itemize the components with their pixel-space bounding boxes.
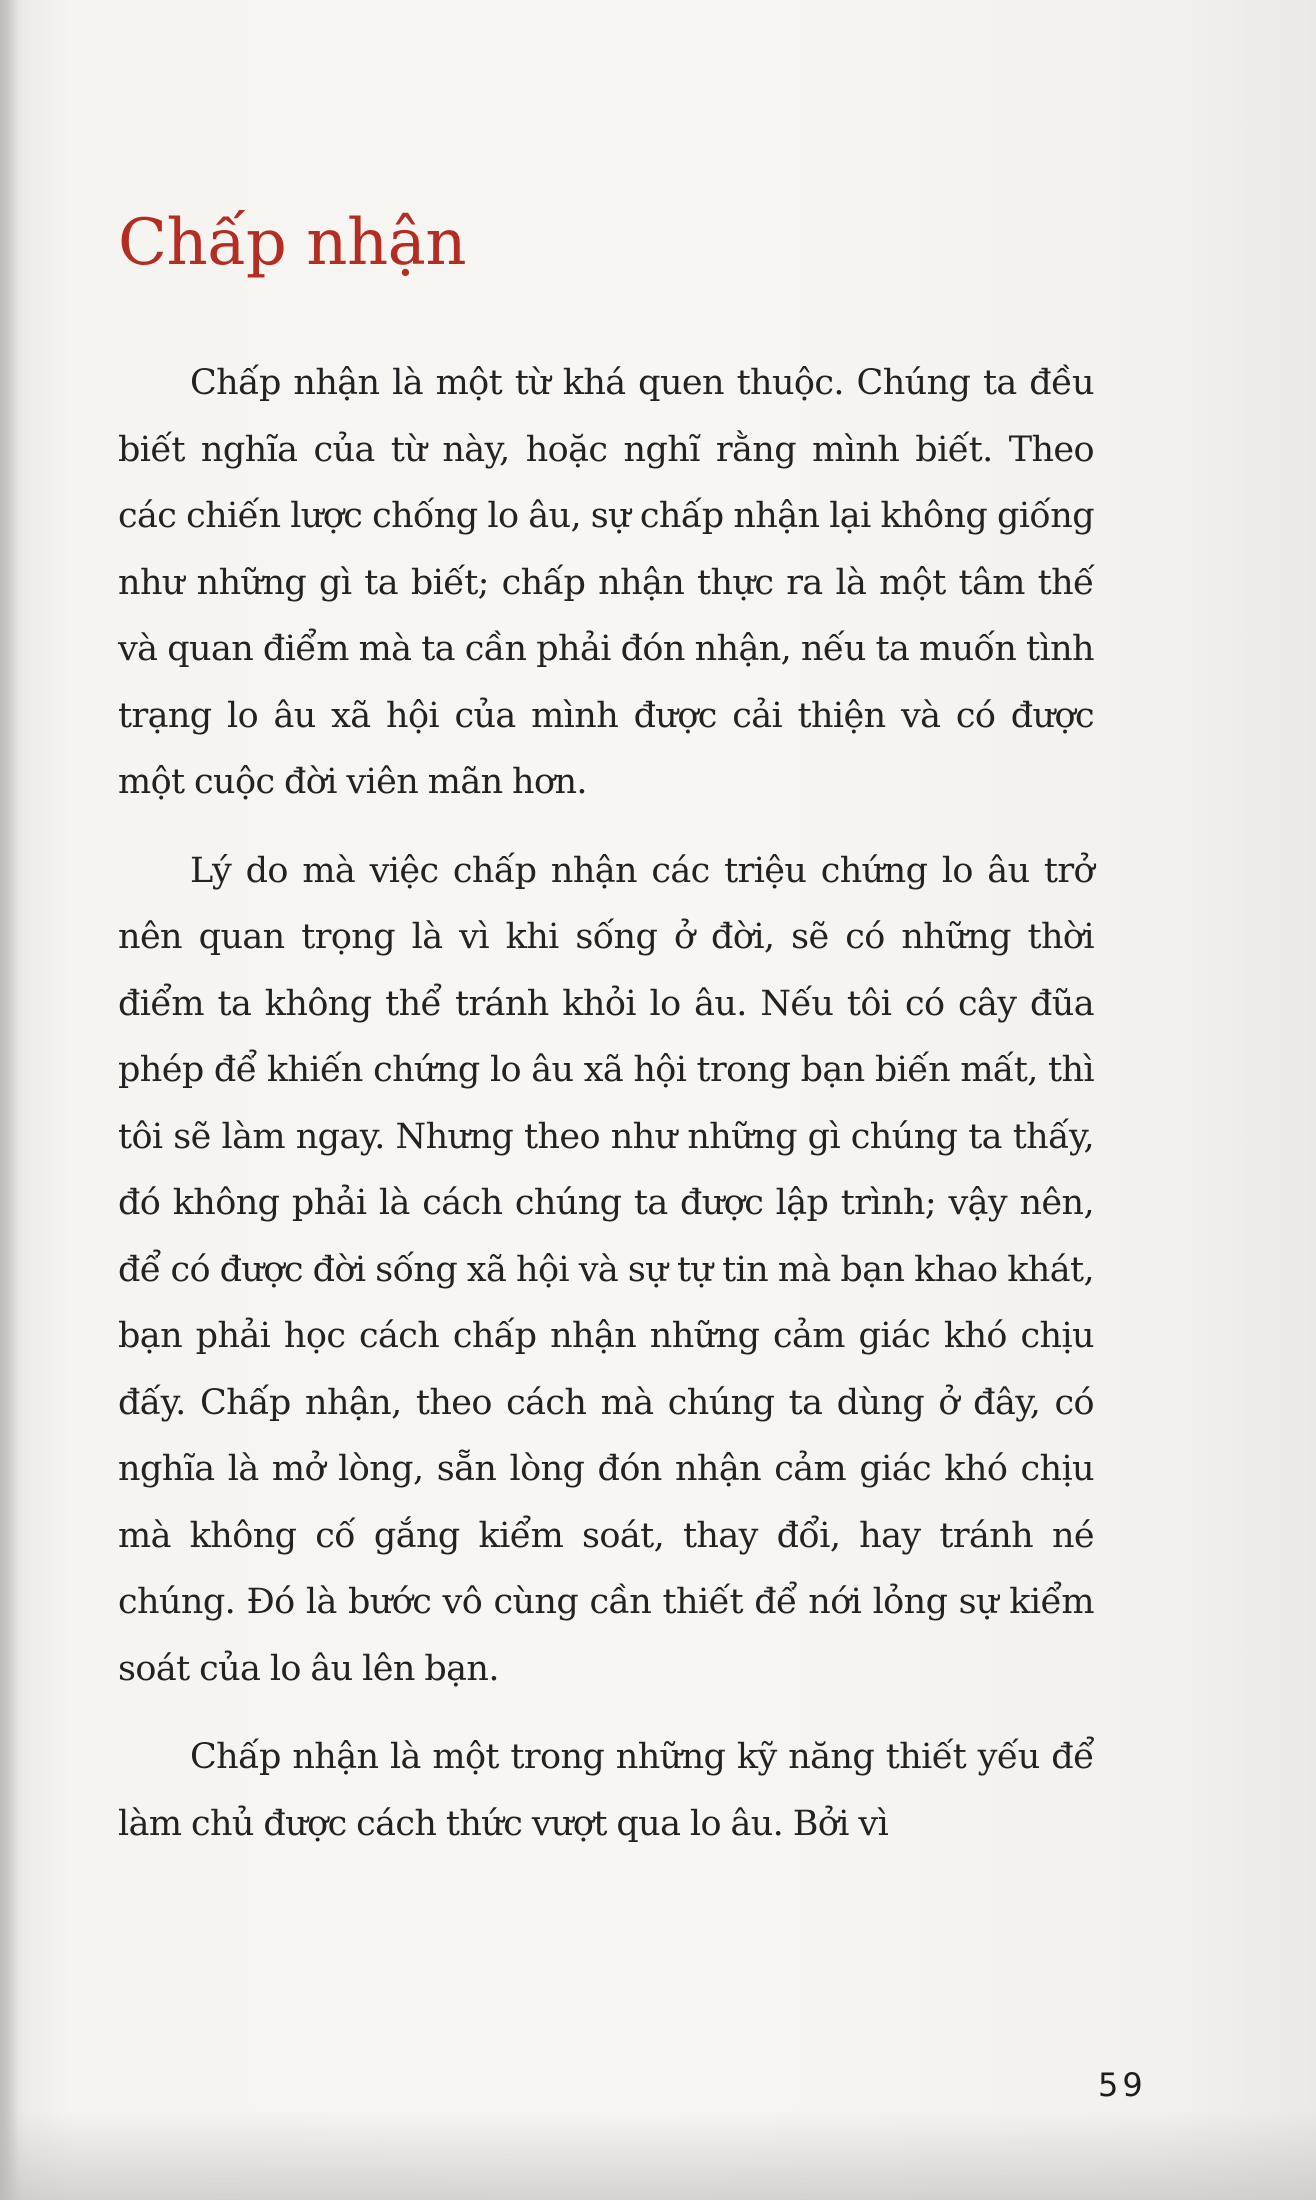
page-number: 59 [1098,2066,1147,2104]
paragraph-2: Lý do mà việc chấp nhận các triệu chứng lo âu trở nên quan trọng là vì khi sống ở đời, sẽ có những thời điểm ta không thể tránh khỏi lo âu. Nếu tôi có cây đũa phép để khiến chứng lo âu xã hội trong bạn biến mất, thì tôi sẽ làm ngay. Nhưng theo như những gì chúng ta thấy, đó không phải là cách chúng ta được lập trình; vậy nên, để có được đời sống xã hội và sự tự tin mà bạn khao khát, bạn phải học cách chấp nhận những cảm giác khó chịu đấy. Chấp nhận, theo cách mà chúng ta dùng ở đây, có nghĩa là mở lòng, sẵn lòng đón nhận cảm giác khó chịu mà không cố gắng kiểm soát, thay đổi, hay tránh né chúng. Đó là bước vô cùng cần thiết để nới lỏng sự kiểm soát của lo âu lên bạn. [118,850,1094,1689]
section-title: Chấp nhận [118,206,467,280]
page-gutter-shadow [0,0,18,2200]
paragraph-3: Chấp nhận là một trong những kỹ năng thiết yếu để làm chủ được cách thức vượt qua lo âu. Bởi vì [118,1737,1094,1844]
paragraph-1: Chấp nhận là một từ khá quen thuộc. Chúng ta đều biết nghĩa của từ này, hoặc nghĩ rằng mình biết. Theo các chiến lược chống lo âu, sự chấp nhận lại không giống như những gì ta biết; chấp nhận thực ra là một tâm thế và quan điểm mà ta cần phải đón nhận, nếu ta muốn tình trạng lo âu xã hội của mình được cải thiện và có được một cuộc đời viên mãn hơn. [118,363,1094,802]
body-text [118,350,1094,1879]
